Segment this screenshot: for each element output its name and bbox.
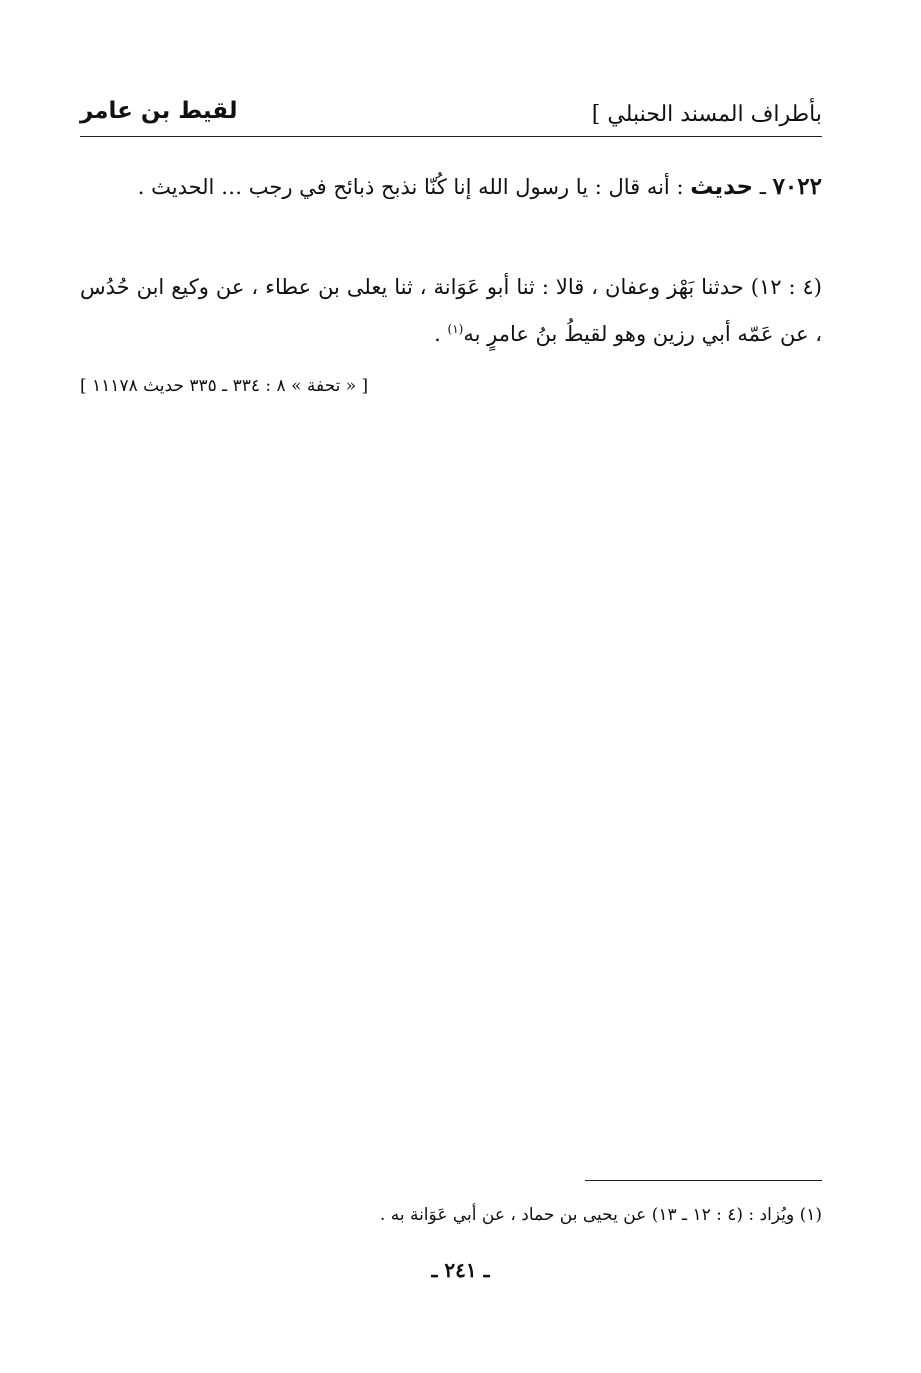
entry-number: ٧٠٢٢ — [772, 173, 822, 200]
running-header — [80, 96, 822, 136]
entry-text: : أنه قال : يا رسول الله إنا كُنّا نذبح ذبائح في رجب … الحديث . — [137, 175, 691, 199]
book-title: بأطراف المسند الحنبلي ] — [591, 102, 822, 127]
entry-keyword: حديث — [690, 174, 754, 200]
chain-text: (٤ : ١٢) حدثنا بَهْز وعفان ، قالا : ثنا أبو عَوَانة ، ثنا يعلى بن عطاء ، عن وكيع ابن حُدُس ، عن عَمّه أبي رزين وهو لقيطُ بنُ عامرٍ به — [80, 275, 822, 346]
footnote-marker: (١) — [447, 322, 464, 336]
chain-end: . — [434, 322, 448, 346]
header-rule — [80, 136, 822, 137]
footnote-number: (١) — [799, 1205, 822, 1225]
entry-separator: ـ — [753, 175, 773, 199]
section-title: لقيط بن عامر — [80, 98, 238, 124]
footnote-rule — [585, 1180, 822, 1181]
footnote — [260, 1200, 822, 1230]
footnote-text: ويُزاد : (٤ : ١٢ ـ ١٣) عن يحيى بن حماد ، عن أبي عَوَانة به . — [379, 1205, 800, 1225]
isnad-chain — [80, 264, 822, 358]
hadith-entry — [80, 163, 822, 211]
tuhfa-reference: [ « تحفة » ٨ : ٣٣٤ ـ ٣٣٥ حديث ١١١٧٨ ] — [80, 376, 369, 396]
page-number: ـ ٢٤١ ـ — [431, 1258, 490, 1282]
